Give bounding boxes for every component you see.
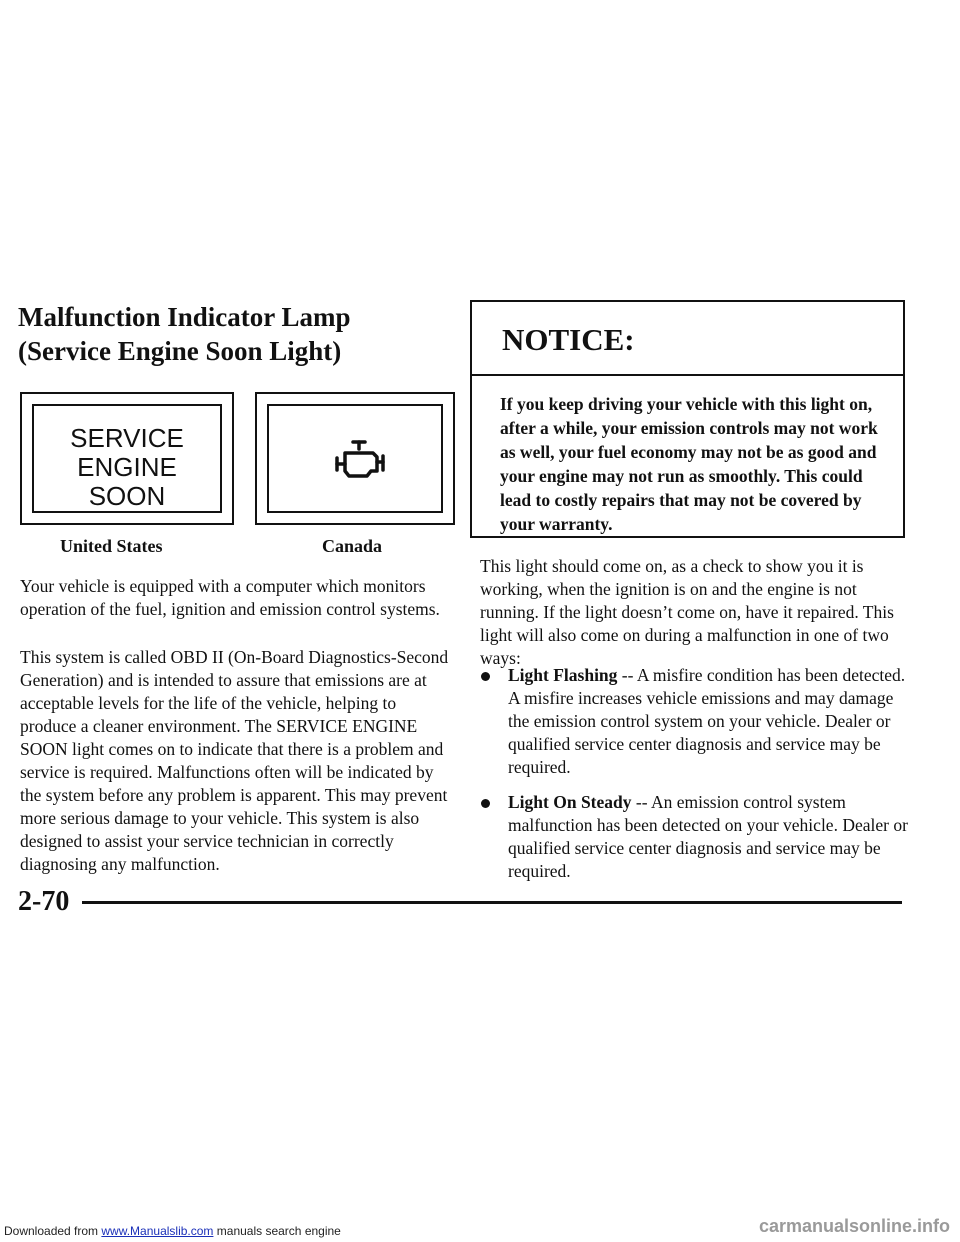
list-item	[480, 664, 910, 779]
us-caption: United States	[60, 536, 163, 556]
obd-paragraph: This system is called OBD II (On-Board Diagnostics-Second Generation) and is intended to assure that emissions are at acceptable levels for the life of the vehicle, helping to produce a cleaner environment. The SERVICE ENGINE SOON light comes on to indicate that there is a problem and service is required. Malfunctions often will be indicated by the system before any problem is apparent. This may prevent more serious damage to your vehicle. This system is also designed to assist your service technician in correctly diagnosing any malfunction.	[20, 647, 449, 874]
download-prefix: Downloaded from	[4, 1224, 102, 1238]
notice-title: NOTICE:	[472, 302, 903, 376]
engine-icon	[331, 438, 387, 482]
download-suffix: manuals search engine	[213, 1224, 341, 1238]
canada-lamp-illustration	[255, 392, 455, 525]
service-engine-soon-label	[34, 424, 220, 511]
list-item	[480, 791, 910, 883]
us-lamp-illustration	[20, 392, 234, 525]
download-credit	[4, 1224, 341, 1238]
heading-line-1: Malfunction Indicator Lamp	[18, 302, 351, 332]
malfunction-modes-list	[480, 664, 910, 895]
canada-lamp-inner-frame	[267, 404, 443, 513]
intro-paragraph: Your vehicle is equipped with a computer which monitors operation of the fuel, ignition and emission control systems.	[20, 576, 440, 619]
lamp-text-line-3: SOON	[88, 481, 166, 511]
notice-body: If you keep driving your vehicle with this light on, after a while, your emission controls may not work as well, your fuel economy may not be as good and your engine may not run as smoothly. This could lead to costly repairs that may not be covered by your warranty.	[500, 394, 878, 534]
light-check-paragraph: This light should come on, as a check to show you it is working, when the ignition is on and the engine is not running. If the light doesn’t come on, have it repaired. This light will also come on during a malfunction in one of two ways:	[480, 556, 894, 668]
footer-rule	[82, 901, 902, 904]
bullet-text: -- An emission control system malfunction has been detected on your vehicle. Dealer or qualified service center diagnosis and service may be required.	[508, 792, 908, 881]
us-lamp-inner-frame	[32, 404, 222, 513]
notice-box	[470, 300, 905, 538]
page-number: 2-70	[18, 886, 70, 917]
bullet-title: Light On Steady	[508, 792, 632, 812]
canada-caption: Canada	[322, 536, 383, 556]
lamp-text-line-1: SERVICE	[70, 423, 184, 453]
watermark: carmanualsonline.info	[758, 1216, 950, 1236]
bullet-icon	[481, 672, 490, 681]
bullet-text: -- A misfire condition has been detected. A misfire increases vehicle emissions and may damage the emission control system on your vehicle. Dealer or qualified service center diagnosis and service may be required.	[508, 665, 906, 777]
manualslib-link[interactable]: www.Manualslib.com	[101, 1224, 214, 1238]
bullet-title: Light Flashing	[508, 665, 618, 685]
heading-line-2: (Service Engine Soon Light)	[18, 336, 342, 366]
lamp-text-line-2: ENGINE	[77, 452, 177, 482]
section-heading	[18, 300, 448, 368]
bullet-icon	[481, 799, 490, 808]
